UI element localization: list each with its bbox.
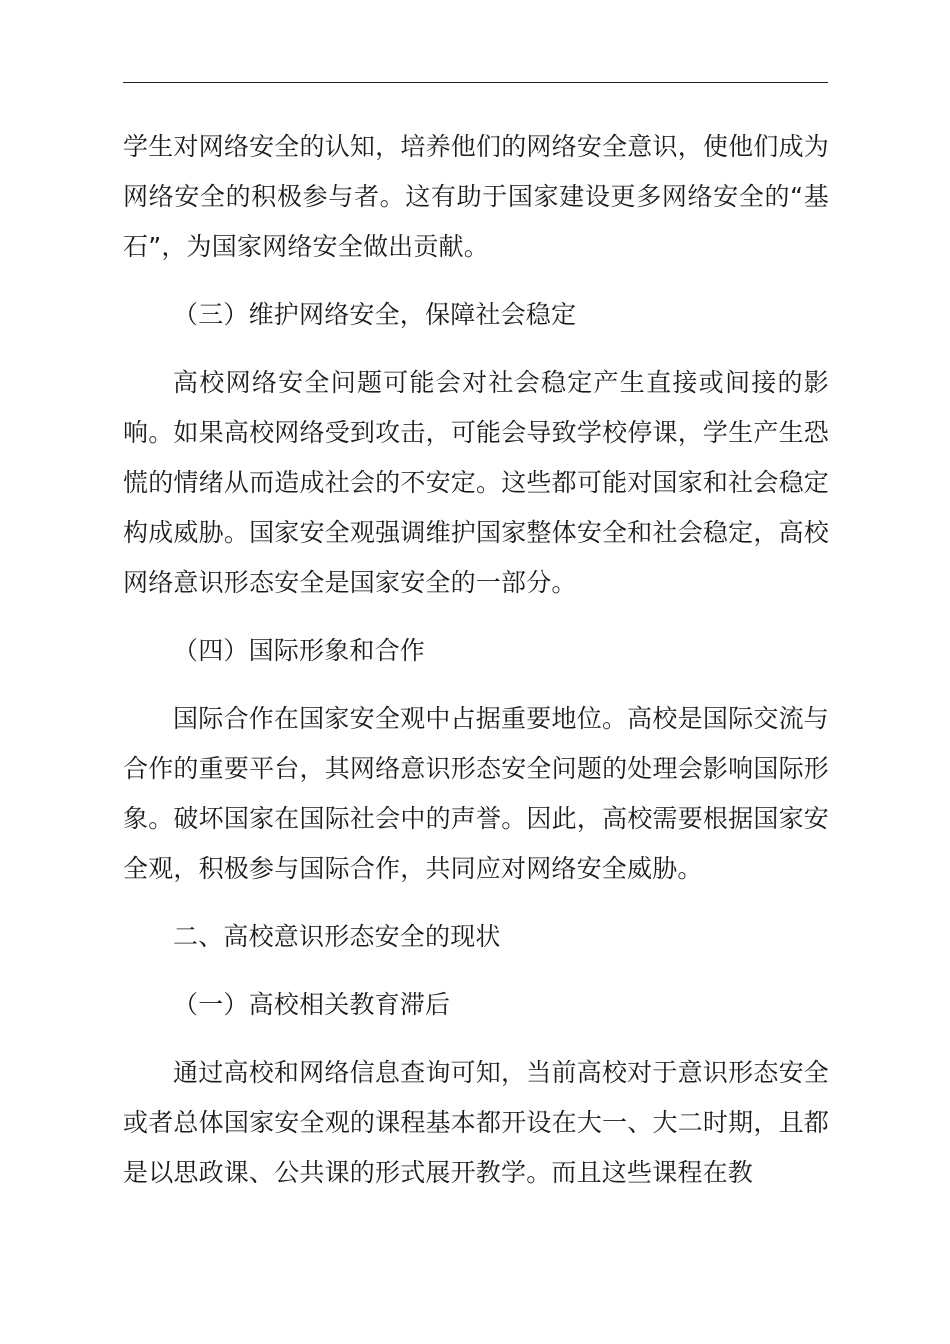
paragraph-education-lag: 通过高校和网络信息查询可知，当前高校对于意识形态安全或者总体国家安全观的课程基本都开设在大一、大二时期，且都是以思政课、公共课的形式展开教学。而且这些课程在教 <box>123 1058 829 1187</box>
chapter-heading-2: 二、高校意识形态安全的现状 <box>173 922 501 951</box>
header-rule <box>123 82 828 83</box>
section-heading-1: （一）高校相关教育滞后 <box>173 990 451 1019</box>
section-heading-4: （四）国际形象和合作 <box>173 636 426 665</box>
paragraph-continued: 学生对网络安全的认知，培养他们的网络安全意识，使他们成为网络安全的积极参与者。这有助于国家建设更多网络安全的“基石”，为国家网络安全做出贡献。 <box>123 132 829 261</box>
paragraph-social-stability: 高校网络安全问题可能会对社会稳定产生直接或间接的影响。如果高校网络受到攻击，可能会导致学校停课，学生产生恐慌的情绪从而造成社会的不安定。这些都可能对国家和社会稳定构成威胁。国家安全观强调维护国家整体安全和社会稳定，高校网络意识形态安全是国家安全的一部分。 <box>123 368 829 597</box>
paragraph-international-cooperation: 国际合作在国家安全观中占据重要地位。高校是国际交流与合作的重要平台，其网络意识形态安全问题的处理会影响国际形象。破坏国家在国际社会中的声誉。因此，高校需要根据国家安全观，积极参与国际合作，共同应对网络安全威胁。 <box>123 704 829 883</box>
section-heading-3: （三）维护网络安全，保障社会稳定 <box>173 300 577 329</box>
document-body <box>123 122 829 1216</box>
